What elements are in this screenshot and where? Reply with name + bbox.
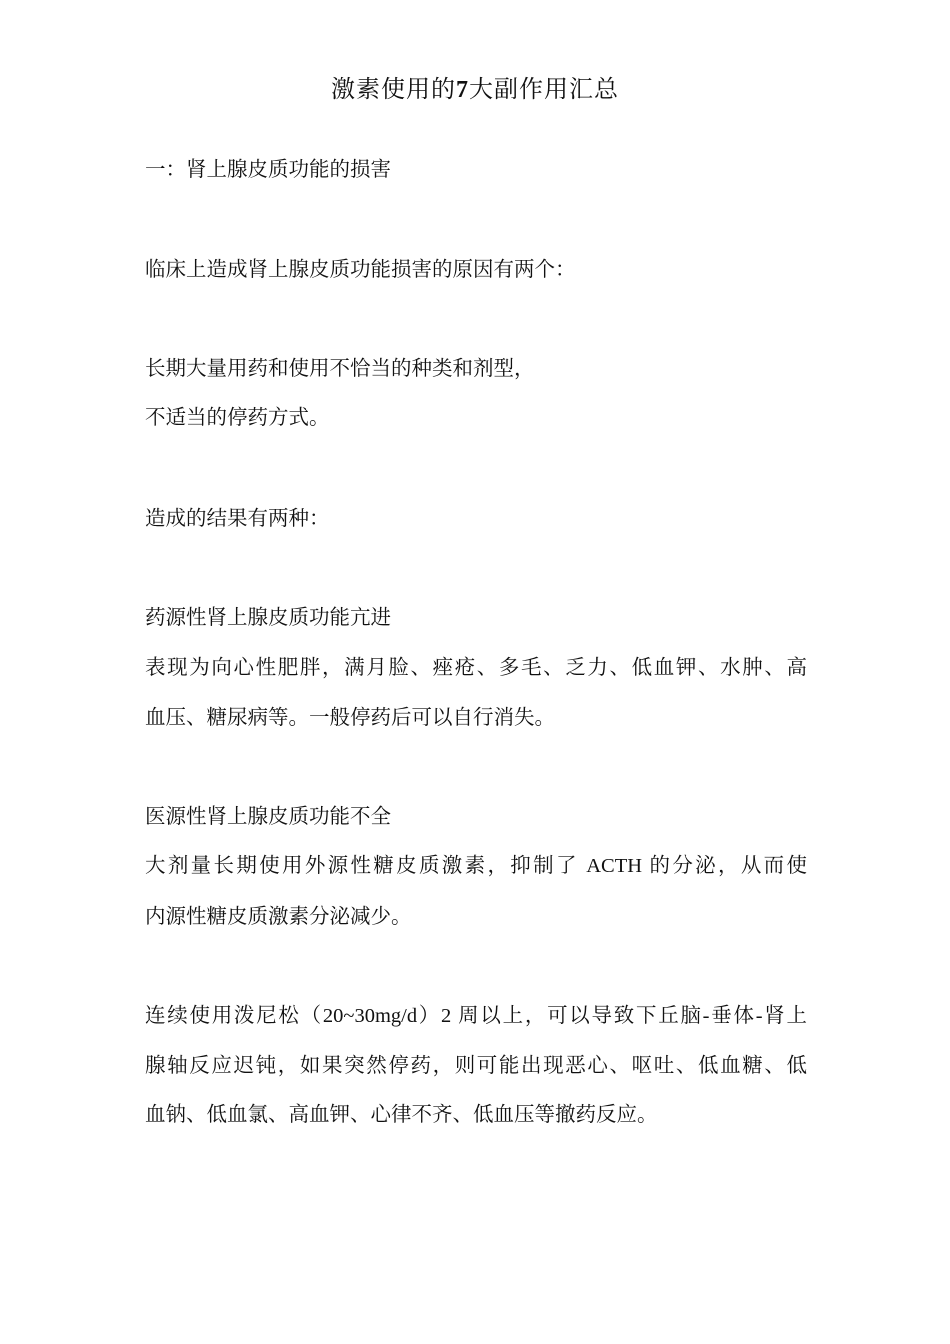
result-2-heading: 医源性肾上腺皮质功能不全: [145, 806, 391, 828]
result-1-text-line-2: 血压、糖尿病等。一般停药后可以自行消失。: [145, 707, 555, 729]
results-intro: 造成的结果有两种：: [145, 508, 330, 530]
section-heading: 一：肾上腺皮质功能的损害: [145, 159, 391, 181]
title-text-start: 激素使用的: [331, 77, 456, 103]
title-text-end: 大副作用汇总: [469, 77, 619, 103]
prednisone-text-line-3: 血钠、低血氯、高血钾、心律不齐、低血压等撤药反应。: [145, 1104, 658, 1126]
cause-item-1: 长期大量用药和使用不恰当的种类和剂型，: [145, 358, 535, 380]
result-1-heading: 药源性肾上腺皮质功能亢进: [145, 607, 391, 629]
title-number: 7: [456, 77, 469, 103]
result-2-text-line-2: 内源性糖皮质激素分泌减少。: [145, 906, 412, 928]
prednisone-text-line-2: 腺轴反应迟钝，如果突然停药，则可能出现恶心、呕吐、低血糖、低: [145, 1055, 807, 1077]
cause-item-2: 不适当的停药方式。: [145, 407, 330, 429]
result-2-text-line-1: 大剂量长期使用外源性糖皮质激素，抑制了 ACTH 的分泌，从而使: [145, 855, 807, 877]
document-title: [0, 74, 950, 106]
prednisone-text-line-1: 连续使用泼尼松（20~30mg/d）2 周以上，可以导致下丘脑-垂体-肾上: [145, 1005, 807, 1027]
intro-paragraph: 临床上造成肾上腺皮质功能损害的原因有两个：: [145, 259, 576, 281]
result-1-text-line-1: 表现为向心性肥胖，满月脸、痤疮、多毛、乏力、低血钾、水肿、高: [145, 657, 807, 679]
